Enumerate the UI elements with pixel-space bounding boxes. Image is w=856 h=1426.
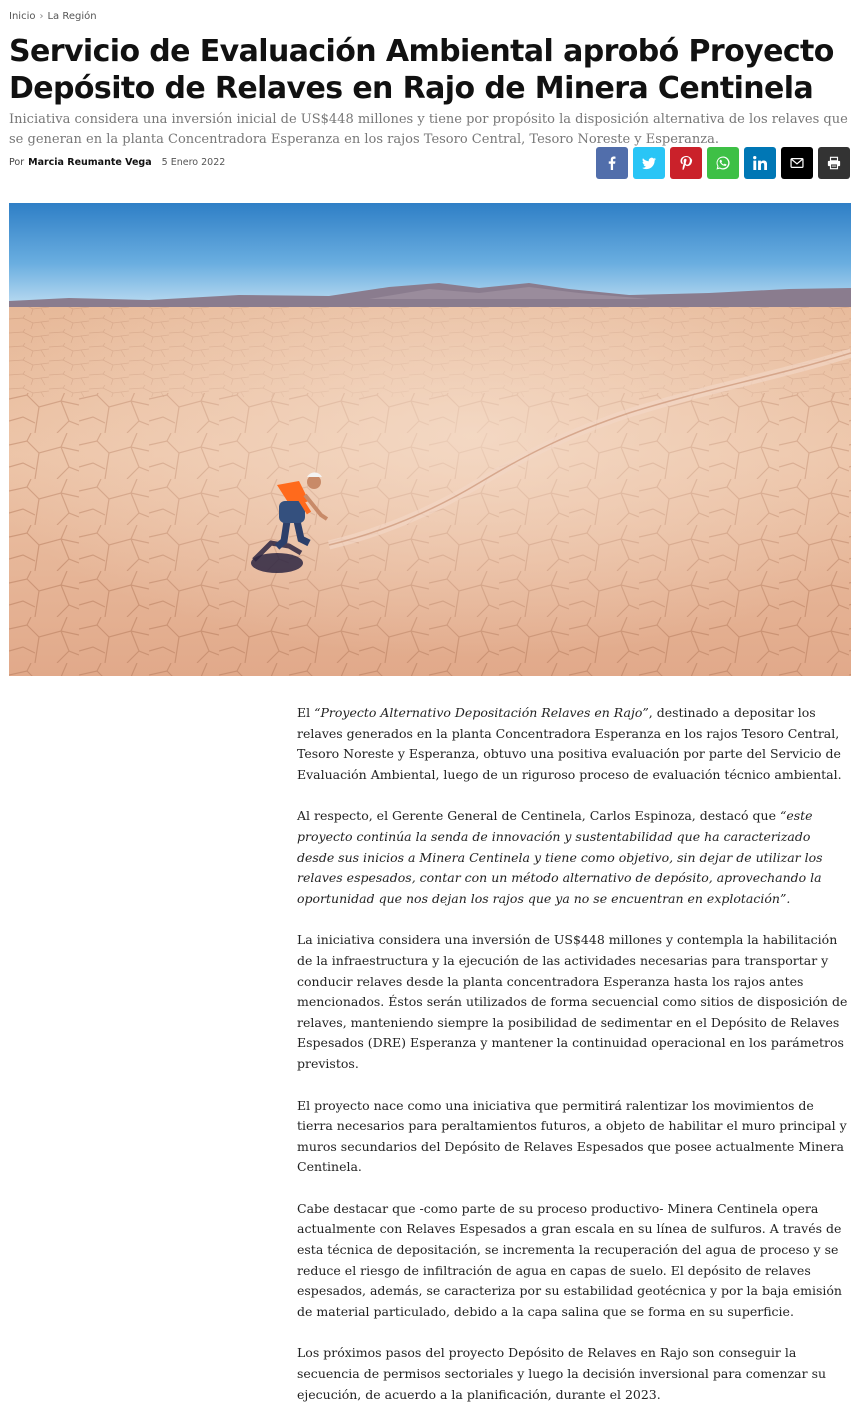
breadcrumb-home-link[interactable]: Inicio — [9, 11, 36, 22]
byline-label: Por — [9, 157, 25, 168]
share-bar — [596, 147, 850, 179]
publish-date: 5 Enero 2022 — [161, 157, 226, 168]
breadcrumb — [9, 11, 97, 22]
paragraph-5: Cabe destacar que -como parte de su proceso productivo- Minera Centinela opera actualmente con Relaves Espesados a gran escala en su línea de sulfuros. A través de esta técnica de depositación, se incrementa la recuperación del agua de proceso y se reduce el riesgo de infiltración de agua en capas de suelo. El depósito de relaves espesados, además, se caracteriza por su estabilidad geotécnica y por la baja emisión de material particulado, debido a la capa salina que se forma en su superficie. — [297, 1200, 842, 1319]
paragraph-2 — [297, 806, 850, 909]
project-name-quote: “Proyecto Alternativo Depositación Relaves en Rajo” — [314, 705, 649, 720]
paragraph-4: El proyecto nace como una iniciativa que permitirá ralentizar los movimientos de tierra necesarios para peraltamientos futuros, a objeto de habilitar el muro principal y muros secundarios del Depósito de Relaves Espesados que posee actualmente Minera Centinela. — [297, 1097, 847, 1175]
share-email-button[interactable] — [781, 147, 813, 179]
print-icon — [827, 156, 841, 170]
share-pinterest-button[interactable] — [670, 147, 702, 179]
share-linkedin-button[interactable] — [744, 147, 776, 179]
twitter-icon — [642, 156, 656, 170]
manager-quote: “este proyecto continúa la senda de innovación y sustentabilidad que ha caracterizado desde sus inicios a Minera Centinela y tiene como objetivo, sin dejar de utilizar los relaves espesados, contar con un método alternativo de depósito, aprovechando la oportunidad que nos dejan los rajos que ya no se encuentran en explotación”. — [297, 808, 823, 906]
mail-icon — [790, 156, 804, 170]
share-facebook-button[interactable] — [596, 147, 628, 179]
paragraph-1-intro: El — [297, 705, 315, 720]
paragraph-2-intro: Al respecto, el Gerente General de Centinela, Carlos Espinoza, destacó que — [297, 808, 780, 824]
photo-salt-flat-worker — [9, 203, 851, 676]
breadcrumb-separator: › — [39, 11, 44, 22]
breadcrumb-category-link[interactable]: La Región — [47, 11, 97, 22]
hero-photo — [9, 203, 851, 676]
share-print-button[interactable] — [818, 147, 850, 179]
paragraph-1 — [297, 703, 850, 785]
whatsapp-icon — [716, 156, 730, 170]
facebook-icon — [605, 156, 619, 170]
paragraph-1-text: , destinado a depositar los relaves generados en la planta Concentradora Esperanza en los rajos Tesoro Central, Tesoro Noreste y Esperanza, obtuvo una positiva evaluación por parte del Servicio de Evaluación Ambiental, luego de un riguroso proceso de evaluación técnico ambiental. — [297, 705, 842, 782]
author-link[interactable]: Marcia Reumante Vega — [28, 157, 152, 168]
article-subtitle: Iniciativa considera una inversión inicial de US$448 millones y tiene por propósito la disposición alternativa de los relaves que se generan en la planta Concentradora Esperanza en los rajos Tesoro Central, Tesoro Noreste y Esperanza. — [9, 112, 848, 147]
paragraph-6: Los próximos pasos del proyecto Depósito de Relaves en Rajo son conseguir la secuencia de permisos sectoriales y luego la decisión inversional para comenzar su ejecución, de acuerdo a la planificación, durante el 2023. — [297, 1345, 827, 1402]
article-title: Servicio de Evaluación Ambiental aprobó Proyecto Depósito de Relaves en Rajo de Minera Centinela — [9, 34, 834, 106]
paragraph-3: La iniciativa considera una inversión de US$448 millones y contempla la habilitación de la infraestructura y la ejecución de las actividades necesarias para transportar y conducir relaves desde la planta concentradora Esperanza hasta los rajos antes mencionados. Éstos serán utilizados de forma secuencial como sitios de disposición de relaves, manteniendo siempre la posibilidad de sedimentar en el Depósito de Relaves Espesados (DRE) Esperanza y mantener la continuidad operacional en los parámetros previstos. — [297, 932, 848, 1071]
share-whatsapp-button[interactable] — [707, 147, 739, 179]
pinterest-icon — [679, 156, 693, 170]
article-meta — [9, 157, 225, 168]
linkedin-icon — [753, 156, 767, 170]
article-body — [297, 703, 850, 1426]
share-twitter-button[interactable] — [633, 147, 665, 179]
